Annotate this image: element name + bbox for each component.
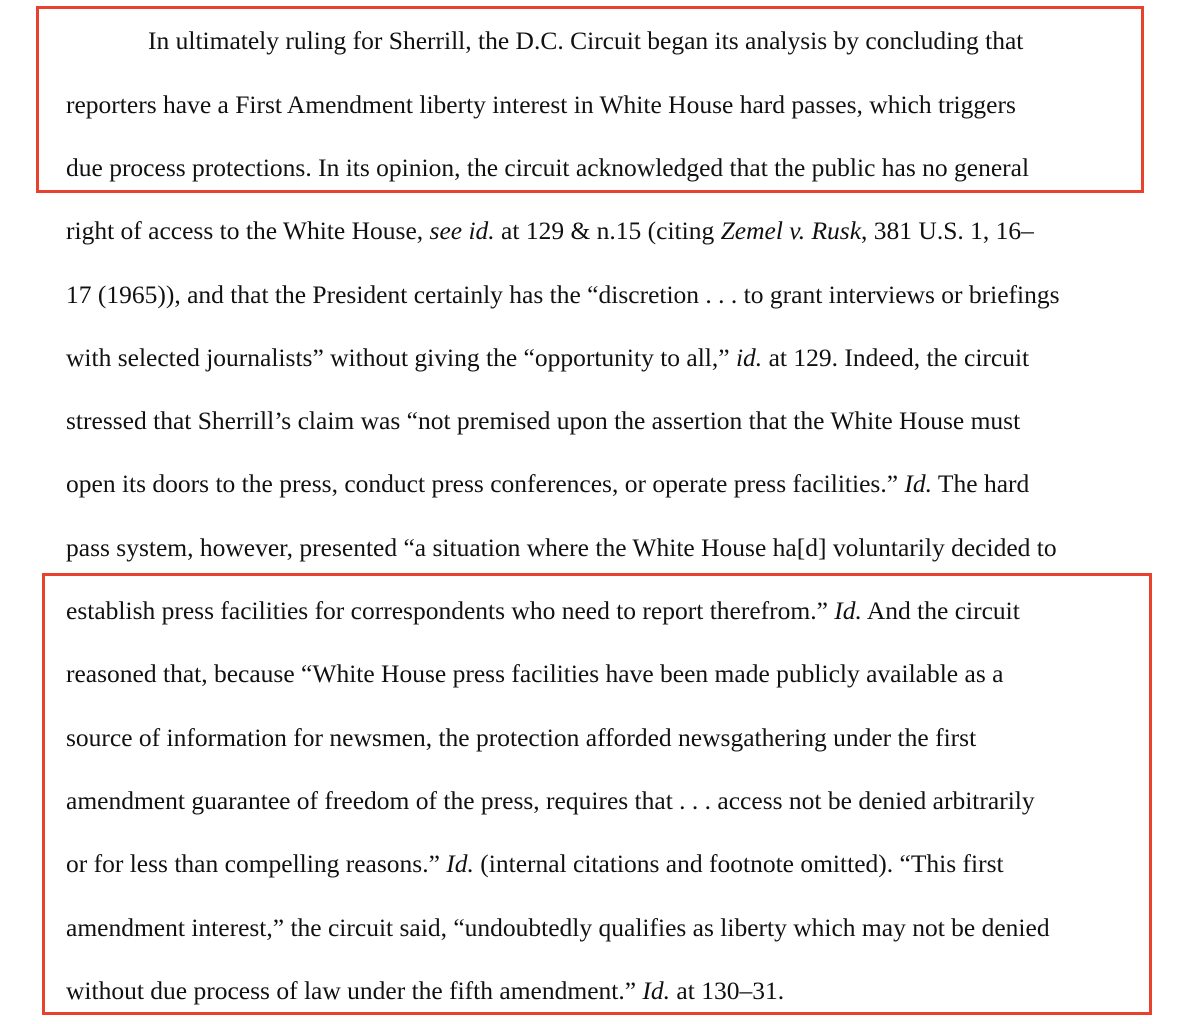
- text-run: establish press facilities for correspondents who need to report therefrom.”: [66, 596, 835, 625]
- text-run: , 381 U.S. 1, 16–: [861, 216, 1034, 245]
- text-run: at 129. Indeed, the circuit: [762, 343, 1030, 372]
- paragraph-line-9: pass system, however, presented “a situation where the White House ha[d] voluntarily decided to: [66, 533, 1057, 562]
- paragraph-line-4: [66, 216, 1034, 246]
- paragraph-line-5: 17 (1965)), and that the President certainly has the “discretion . . . to grant interviews or briefings: [66, 280, 1060, 309]
- text-run: The hard: [932, 469, 1030, 498]
- text-run: open its doors to the press, conduct press conferences, or operate press facilities.”: [66, 469, 905, 498]
- paragraph-line-11: reasoned that, because “White House press facilities have been made publicly available as a: [66, 659, 1004, 688]
- paragraph-line-1: In ultimately ruling for Sherrill, the D.C. Circuit began its analysis by concluding that: [148, 26, 1024, 55]
- paragraph-line-12: source of information for newsmen, the protection afforded newsgathering under the first: [66, 723, 977, 752]
- paragraph-line-7: stressed that Sherrill’s claim was “not premised upon the assertion that the White House must: [66, 406, 1021, 435]
- citation-italic: Id.: [446, 849, 474, 878]
- paragraph-line-3: due process protections. In its opinion, the circuit acknowledged that the public has no general: [66, 153, 1030, 182]
- text-run: without due process of law under the fifth amendment.”: [66, 976, 643, 1005]
- paragraph-line-2: reporters have a First Amendment liberty interest in White House hard passes, which triggers: [66, 90, 1016, 119]
- text-run: with selected journalists” without giving the “opportunity to all,”: [66, 343, 736, 372]
- citation-italic: see id.: [429, 216, 495, 245]
- text-run: at 130–31.: [670, 976, 785, 1005]
- highlight-box-bottom: [42, 573, 1152, 1015]
- paragraph-line-8: [66, 469, 1029, 499]
- citation-italic: Id.: [642, 976, 671, 1005]
- case-name-italic: Zemel v. Rusk: [720, 216, 862, 245]
- highlight-box-top: [36, 6, 1144, 193]
- citation-italic: Id.: [904, 469, 933, 498]
- text-run: (internal citations and footnote omitted). “This first: [473, 849, 1004, 878]
- text-run: right of access to the White House,: [66, 216, 430, 245]
- citation-italic: Id.: [834, 596, 862, 625]
- text-run: And the circuit: [861, 596, 1020, 625]
- text-run: at 129 & n.15 (citing: [494, 216, 721, 245]
- citation-italic: id.: [735, 343, 763, 372]
- paragraph-line-13: amendment guarantee of freedom of the press, requires that . . . access not be denied arbitrarily: [66, 786, 1035, 815]
- paragraph-line-6: [66, 343, 1029, 373]
- text-run: or for less than compelling reasons.”: [66, 849, 447, 878]
- paragraph-line-15: amendment interest,” the circuit said, “undoubtedly qualifies as liberty which may not be denied: [66, 913, 1050, 942]
